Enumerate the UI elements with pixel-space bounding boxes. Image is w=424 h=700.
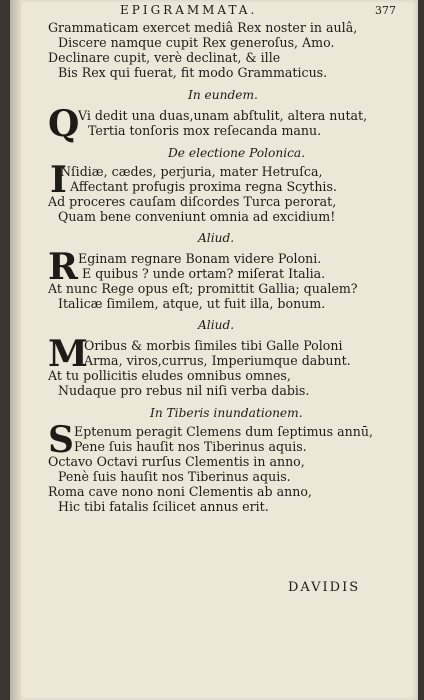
verse-line: Penè ſuis hauſit nos Tiberinus aquis. xyxy=(58,469,291,484)
page-header xyxy=(10,2,418,20)
verse-line: Grammaticam exercet mediâ Rex noster in aulâ, xyxy=(48,20,358,35)
catchword: DAVIDIS xyxy=(288,580,361,595)
verse-line: Quam bene conveniunt omnia ad excidium! xyxy=(58,209,336,224)
page-number: 377 xyxy=(375,4,396,17)
verse-line: Hic tibi fatalis ſcilicet annus erit. xyxy=(58,499,269,514)
verse-line: Bis Rex qui fuerat, fit modo Grammaticus. xyxy=(58,65,328,80)
drop-cap: Q xyxy=(48,103,80,145)
verse-line: Roma cave nono noni Clementis ab anno, xyxy=(48,484,312,499)
binding-gutter xyxy=(10,0,22,700)
verse-line: At nunc Rege opus eſt; promittit Gallia; qualem? xyxy=(48,281,358,296)
verse-line: At tu pollicitis eludes omnibus omnes, xyxy=(48,368,291,383)
verse-line: Declinare cupit, verè declinat, & ille xyxy=(48,50,281,65)
drop-cap: I xyxy=(50,159,67,201)
poem-title: Aliud. xyxy=(198,231,235,245)
drop-cap: S xyxy=(48,419,74,461)
verse-line: Vi dedit una duas,unam abſtulit, altera nutat, xyxy=(78,108,368,123)
verse-line: Arma, viros,currus, Imperiumque dabunt. xyxy=(84,353,351,368)
verse-line: Nudaque pro rebus nil niſi verba dabis. xyxy=(58,383,310,398)
verse-line: E quibus ? unde ortam? miſerat Italia. xyxy=(82,266,326,281)
verse-line: Affectant profugis proxima regna Scythis. xyxy=(70,179,337,194)
verse-line: Eptenum peragit Clemens dum ſeptimus annū, xyxy=(74,424,373,439)
verse-line: Tertia tonſoris mox reſecanda manu. xyxy=(88,123,322,138)
poem-title: In Tiberis inundationem. xyxy=(150,406,303,420)
verse-line: Pene ſuis hauſit nos Tiberinus aquis. xyxy=(74,439,307,454)
book-page xyxy=(10,0,418,700)
poem-title: De electione Polonica. xyxy=(168,146,306,160)
verse-line: Oribus & morbis ſimiles tibi Galle Poloni xyxy=(84,338,343,353)
verse-line: Nſidiæ, cædes, perjuria, mater Hetruſca, xyxy=(60,164,323,179)
drop-cap: R xyxy=(48,246,78,288)
running-head: EPIGRAMMATA. xyxy=(120,3,258,17)
verse-line: Ad proceres cauſam diſcordes Turca perorat, xyxy=(48,194,337,209)
verse-line: Discere namque cupit Rex generoſus, Amo. xyxy=(58,35,335,50)
verse-line: Italicæ ſimilem, atque, ut fuit illa, bonum. xyxy=(58,296,326,311)
poem-title: Aliud. xyxy=(198,318,235,332)
drop-cap: M xyxy=(48,333,88,375)
poem-title: In eundem. xyxy=(188,88,258,102)
verse-line: Octavo Octavi rurſus Clementis in anno, xyxy=(48,454,305,469)
verse-line: Eginam regnare Bonam videre Poloni. xyxy=(78,251,322,266)
